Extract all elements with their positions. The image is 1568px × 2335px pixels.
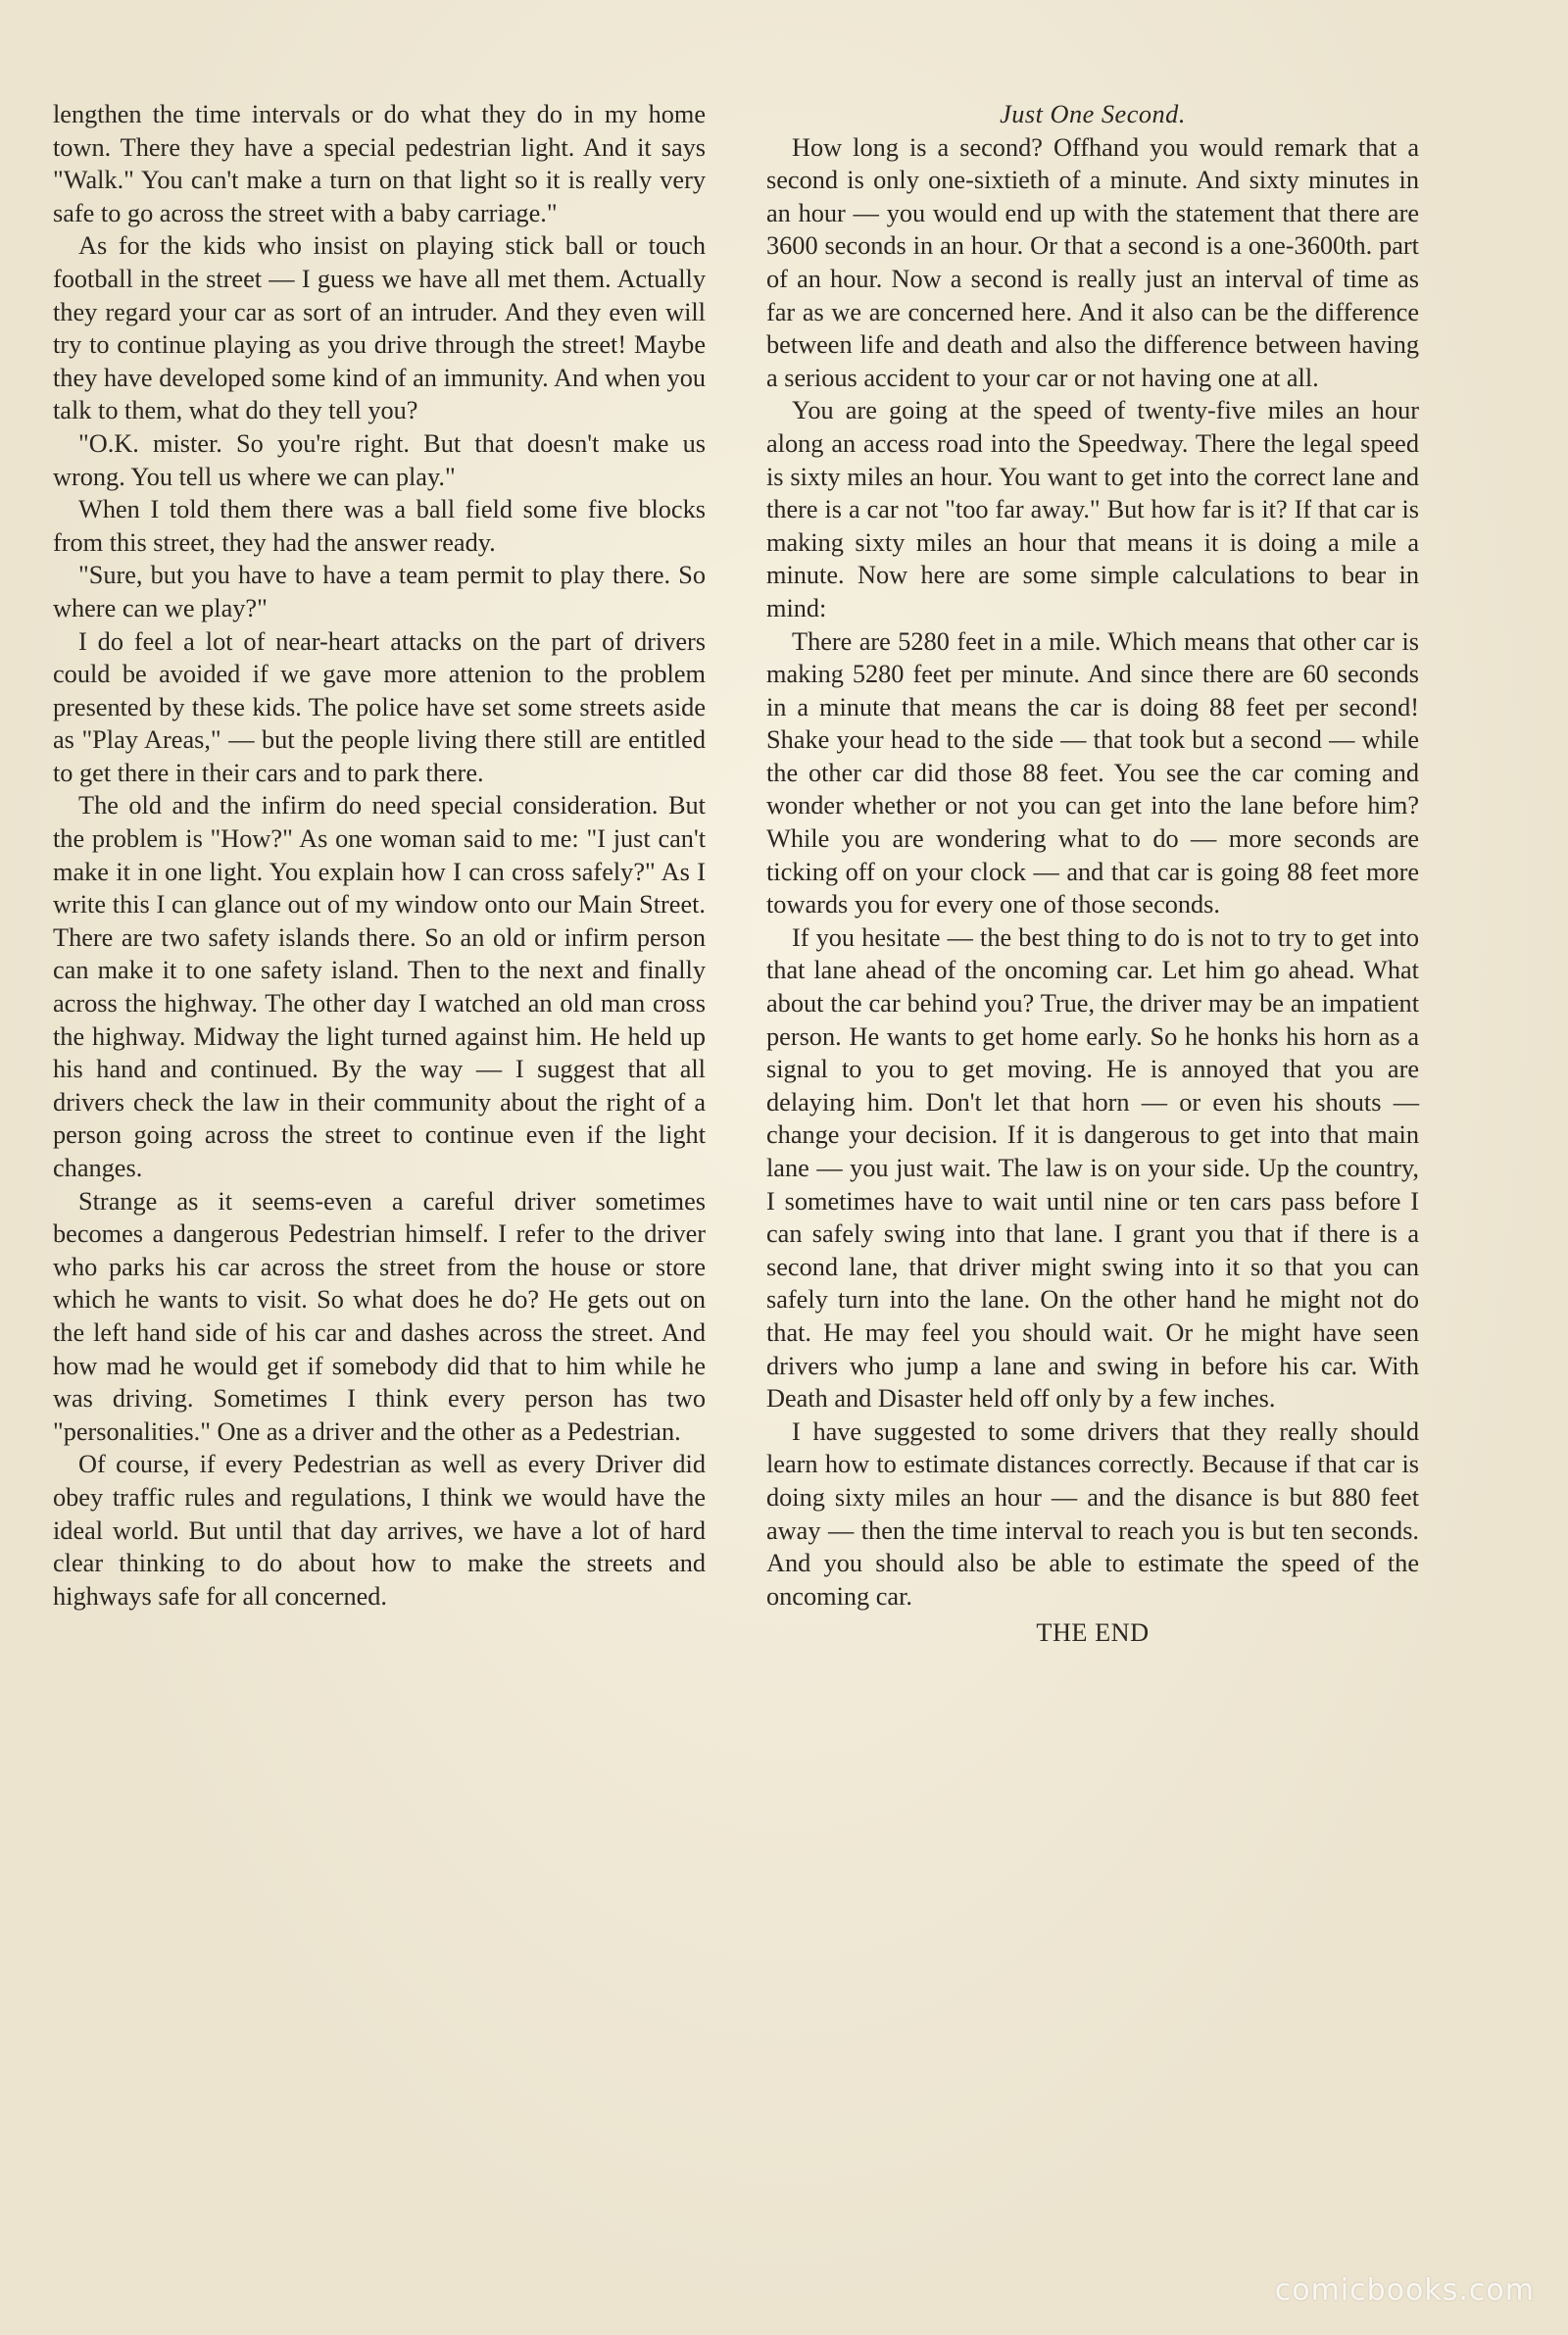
section-title: Just One Second. (1000, 100, 1186, 128)
left-text-column (53, 98, 706, 1613)
right-text-column (766, 98, 1419, 1650)
paragraph-right-4: If you hesitate — the best thing to do is not to try to get into that lane ahead of the oncoming car. Let him go ahead. What about the car behind you? True, the driver may be an impatient person. He wants to get home early. So he honks his horn as a signal to you to get moving. He is annoyed that you are delaying him. Don't let that horn — or even his shouts — change your decision. If it is dangerous to get into that main lane — you just wait. The law is on your side. Up the country, I sometimes have to wait until nine or ten cars pass before I can safely swing into that lane. I grant you that if there is a second lane, that driver might swing into it so that you can safely turn into the lane. On the other hand he might not do that. He may feel you should wait. Or he might have seen drivers who jump a lane and swing in before his car. With Death and Disaster held off only by a few inches. (766, 922, 1419, 1414)
paragraph-left-4: When I told them there was a ball field some five blocks from this street, they had the answer ready. (53, 495, 706, 557)
paragraph-right-3: There are 5280 feet in a mile. Which means that other car is making 5280 feet per minute. And since there are 60 seconds in a minute that means the car is doing 88 feet per second! Shake your head to the side — that took but a second — while the other car did those 88 feet. You see the car coming and wonder whether or not you can get into the lane before him? While you are wondering what to do — more seconds are ticking off on your clock — and that car is going 88 feet more towards you for every one of those seconds. (766, 626, 1419, 919)
paragraph-right-5: I have suggested to some drivers that they really should learn how to estimate distances correctly. Because if that car is doing sixty miles an hour — and the disance is but 880 feet away — then the time interval to reach you is but ten seconds. And you should also be able to estimate the speed of the oncoming car. (766, 1416, 1419, 1611)
paragraph-left-2: As for the kids who insist on playing stick ball or touch football in the street — I guess we have all met them. Actually they regard your car as sort of an intruder. And they even will try to continue playing as you drive through the street! Maybe they have developed some kind of an immunity. And when you talk to them, what do they tell you? (53, 231, 706, 425)
paragraph-left-9: Of course, if every Pedestrian as well as every Driver did obey traffic rules and regulations, I think we would have the ideal world. But until that day arrives, we have a lot of hard clear thinking to do about how to make the streets and highways safe for all concerned. (53, 1450, 706, 1611)
paragraph-left-7: The old and the infirm do need special consideration. But the problem is "How?" As one woman said to me: "I just can't make it in one light. You explain how I can cross safely?" As I write this I can glance out of my window onto our Main Street. There are two safety islands there. So an old or infirm person can make it to one safety island. Then to the next and finally across the highway. The other day I watched an old man cross the highway. Midway the light turned against him. He held up his hand and continued. By the way — I suggest that all drivers check the law in their community about the right of a person going across the street to continue even if the light changes. (53, 791, 706, 1182)
paragraph-left-5: "Sure, but you have to have a team permit to play there. So where can we play?" (53, 561, 706, 622)
paragraph-left-6: I do feel a lot of near-heart attacks on the part of drivers could be avoided if we gave more attenion to the problem presented by these kids. The police have set some streets aside as "Play Areas," — but the people living there still are entitled to get there in their cars and to park there. (53, 626, 706, 787)
paragraph-left-8: Strange as it seems-even a careful driver sometimes becomes a dangerous Pedestrian himself. I refer to the driver who parks his car across the street from the house or store which he wants to visit. So what does he do? He gets out on the left hand side of his car and dashes across the street. And how mad he would get if somebody did that to him while he was driving. Sometimes I think every person has two "personalities." One as a driver and the other as a Pedestrian. (53, 1186, 706, 1446)
paragraph-left-3: "O.K. mister. So you're right. But that doesn't make us wrong. You tell us where we can play." (53, 428, 706, 491)
paragraph-right-1: How long is a second? Offhand you would remark that a second is only one-sixtieth of a minute. And sixty minutes in an hour — you would end up with the statement that there are 3600 seconds in an hour. Or that a second is a one-3600th. part of an hour. Now a second is really just an interval of time as far as we are concerned here. And it also can be the difference between life and death and also the difference between having a serious accident to your car or not having one at all. (766, 132, 1419, 392)
the-end-label: THE END (1036, 1618, 1150, 1648)
paragraph-right-2: You are going at the speed of twenty-five miles an hour along an access road into the Speedway. There the legal speed is sixty miles an hour. You want to get into the correct lane and there is a car not "too far away." But how far is it? If that car is making sixty miles an hour that means it is doing a mile a minute. Now here are some simple calculations to bear in mind: (766, 396, 1419, 622)
paragraph-left-1: lengthen the time intervals or do what they do in my home town. There they have a special pedestrian light. And it says "Walk." You can't make a turn on that light so it is really very safe to go across the street with a baby carriage." (53, 100, 706, 227)
watermark-logo: comicbooks.com (1274, 2273, 1535, 2308)
